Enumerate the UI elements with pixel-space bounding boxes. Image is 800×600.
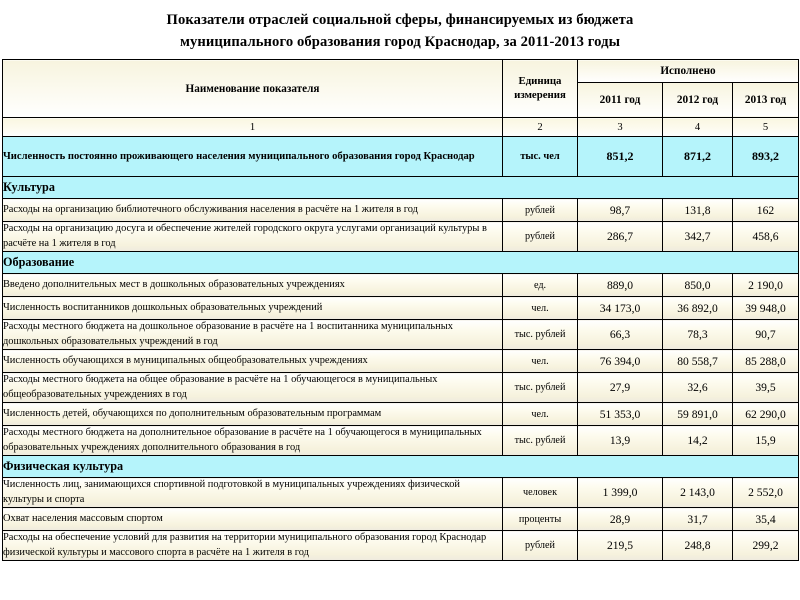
column-header-indicator: Наименование показателя — [3, 60, 503, 118]
row-value-2013: 2 552,0 — [733, 478, 799, 508]
table-row — [3, 199, 799, 222]
row-unit: проценты — [503, 508, 578, 531]
table-header-row-top — [3, 60, 799, 82]
row-label: Расходы на организацию библиотечного обслуживания населения в расчёте на 1 жителя в год — [3, 199, 503, 222]
row-value-2013: 62 290,0 — [733, 403, 799, 426]
row-value-2012: 14,2 — [663, 426, 733, 456]
row-value-2011: 34 173,0 — [578, 297, 663, 320]
row-value-2011: 98,7 — [578, 199, 663, 222]
page-title — [0, 0, 800, 59]
row-value-2012: 871,2 — [663, 137, 733, 177]
row-value-2011: 27,9 — [578, 373, 663, 403]
row-unit: рублей — [503, 222, 578, 252]
table-header — [3, 60, 799, 118]
row-value-2013: 85 288,0 — [733, 350, 799, 373]
row-unit: ед. — [503, 274, 578, 297]
row-value-2012: 131,8 — [663, 199, 733, 222]
row-value-2012: 248,8 — [663, 531, 733, 561]
row-value-2012: 59 891,0 — [663, 403, 733, 426]
row-value-2013: 893,2 — [733, 137, 799, 177]
row-unit: человек — [503, 478, 578, 508]
column-numbering-row — [3, 118, 799, 137]
column-number-3: 3 — [578, 118, 663, 137]
row-value-2013: 39,5 — [733, 373, 799, 403]
column-number-4: 4 — [663, 118, 733, 137]
row-value-2012: 31,7 — [663, 508, 733, 531]
row-value-2013: 35,4 — [733, 508, 799, 531]
column-number-5: 5 — [733, 118, 799, 137]
column-header-year-2012: 2012 год — [663, 82, 733, 118]
row-label: Расходы местного бюджета на дополнительное образование в расчёте на 1 обучающегося в муниципальных образовательных учреждениях дополнительного образования в год — [3, 426, 503, 456]
table-row — [3, 403, 799, 426]
row-value-2011: 51 353,0 — [578, 403, 663, 426]
row-value-2013: 299,2 — [733, 531, 799, 561]
row-value-2013: 458,6 — [733, 222, 799, 252]
section-title-obrazovanie: Образование — [3, 252, 799, 274]
table-row — [3, 222, 799, 252]
row-value-2011: 219,5 — [578, 531, 663, 561]
row-unit: тыс. рублей — [503, 320, 578, 350]
row-label: Охват населения массовым спортом — [3, 508, 503, 531]
row-value-2011: 66,3 — [578, 320, 663, 350]
row-value-2012: 850,0 — [663, 274, 733, 297]
row-value-2011: 851,2 — [578, 137, 663, 177]
page-title-line-1: Показатели отраслей социальной сферы, финансируемых из бюджета — [166, 12, 634, 28]
row-value-2011: 1 399,0 — [578, 478, 663, 508]
row-value-2012: 80 558,7 — [663, 350, 733, 373]
row-value-2011: 13,9 — [578, 426, 663, 456]
row-value-2012: 342,7 — [663, 222, 733, 252]
row-value-2012: 78,3 — [663, 320, 733, 350]
column-header-unit: Единица измерения — [503, 60, 578, 118]
column-number-1: 1 — [3, 118, 503, 137]
table-row — [3, 350, 799, 373]
table-body — [3, 118, 799, 561]
row-unit: рублей — [503, 531, 578, 561]
row-label: Численность лиц, занимающихся спортивной подготовкой в муниципальных учреждениях физической культуры и спорта — [3, 478, 503, 508]
section-header-row — [3, 252, 799, 274]
column-header-year-2013: 2013 год — [733, 82, 799, 118]
table-row — [3, 274, 799, 297]
row-value-2012: 36 892,0 — [663, 297, 733, 320]
row-unit: рублей — [503, 199, 578, 222]
table-row — [3, 426, 799, 456]
row-unit: чел. — [503, 403, 578, 426]
row-label: Численность воспитанников дошкольных образовательных учреждений — [3, 297, 503, 320]
row-value-2012: 2 143,0 — [663, 478, 733, 508]
row-unit: чел. — [503, 350, 578, 373]
row-unit: тыс. рублей — [503, 373, 578, 403]
row-value-2013: 2 190,0 — [733, 274, 799, 297]
section-header-row — [3, 177, 799, 199]
row-value-2013: 39 948,0 — [733, 297, 799, 320]
table-row — [3, 531, 799, 561]
row-value-2013: 162 — [733, 199, 799, 222]
row-label: Численность детей, обучающихся по дополнительным образовательным программам — [3, 403, 503, 426]
row-value-2011: 889,0 — [578, 274, 663, 297]
row-label: Расходы местного бюджета на дошкольное образование в расчёте на 1 воспитанника муниципальных дошкольных образовательных учреждений в год — [3, 320, 503, 350]
column-header-executed: Исполнено — [578, 60, 799, 82]
row-unit: чел. — [503, 297, 578, 320]
row-label: Численность обучающихся в муниципальных общеобразовательных учреждениях — [3, 350, 503, 373]
row-value-2011: 286,7 — [578, 222, 663, 252]
row-value-2012: 32,6 — [663, 373, 733, 403]
table-row — [3, 137, 799, 177]
table-row — [3, 297, 799, 320]
row-value-2011: 76 394,0 — [578, 350, 663, 373]
table-row — [3, 508, 799, 531]
indicators-table — [2, 59, 799, 561]
table-row — [3, 478, 799, 508]
row-value-2013: 90,7 — [733, 320, 799, 350]
section-title-kultura: Культура — [3, 177, 799, 199]
table-row — [3, 320, 799, 350]
row-label: Расходы на обеспечение условий для развития на территории муниципального образования город Краснодар физической культуры и массового спорта в расчёте на 1 жителя в год — [3, 531, 503, 561]
row-unit: тыс. рублей — [503, 426, 578, 456]
row-value-2013: 15,9 — [733, 426, 799, 456]
table-row — [3, 373, 799, 403]
row-unit: тыс. чел — [503, 137, 578, 177]
page-title-line-2: муниципального образования город Краснодар, за 2011-2013 годы — [179, 34, 621, 51]
column-header-year-2011: 2011 год — [578, 82, 663, 118]
section-title-fizicheskaya-kultura: Физическая культура — [3, 456, 799, 478]
section-header-row — [3, 456, 799, 478]
column-number-2: 2 — [503, 118, 578, 137]
row-label: Расходы на организацию досуга и обеспечение жителей городского округа услугами организаций культуры в расчёте на 1 жителя в год — [3, 222, 503, 252]
row-value-2011: 28,9 — [578, 508, 663, 531]
row-label: Расходы местного бюджета на общее образование в расчёте на 1 обучающегося в муниципальных общеобразовательных учреждениях в год — [3, 373, 503, 403]
row-label: Численность постоянно проживающего населения муниципального образования город Краснодар — [3, 137, 503, 177]
row-label: Введено дополнительных мест в дошкольных образовательных учреждениях — [3, 274, 503, 297]
